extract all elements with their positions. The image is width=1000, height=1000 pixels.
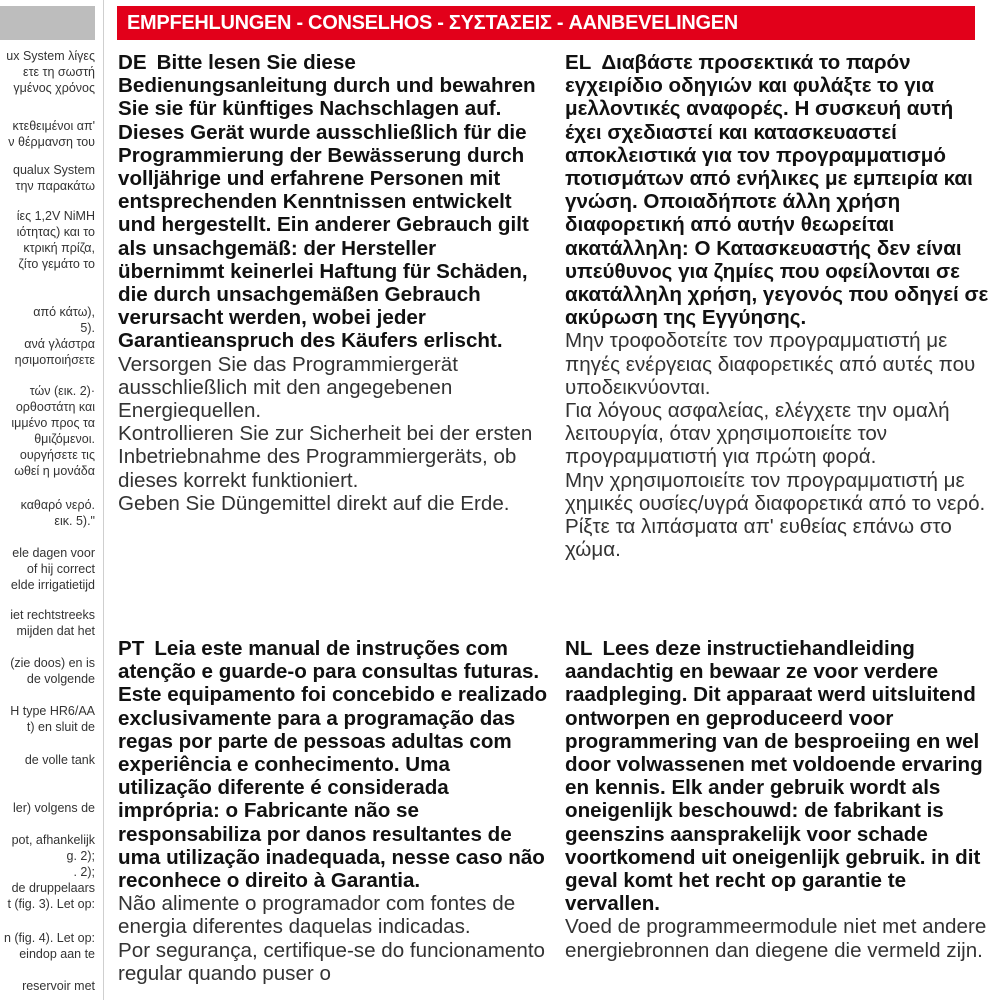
left-text-fragment: ιότητας) και το: [16, 225, 95, 239]
left-text-fragment: κτρική πρίζα,: [23, 241, 95, 255]
left-text-fragment: κτεθειμένοι απ': [12, 119, 95, 133]
section-nl: [565, 637, 995, 962]
left-text-fragment: ux System λίγες: [6, 49, 95, 63]
left-text-fragment: de druppelaars: [11, 881, 95, 895]
left-text-fragment: de volle tank: [24, 753, 95, 767]
left-text-fragment: γμένος χρόνος: [13, 81, 95, 95]
section-nl-paragraph: Voed de programmeermodule niet met andere energiebronnen dan diegene die vermeld zijn.: [565, 915, 987, 962]
left-text-fragment: ιμμένο προς τα: [11, 416, 95, 430]
left-text-fragment: n (fig. 4). Let op:: [3, 931, 95, 945]
section-pt-paragraph: Por segurança, certifique-se do funcionamento regular quando puser o: [118, 938, 545, 985]
left-header-bar: [0, 6, 95, 40]
left-text-fragment: qualux System: [13, 163, 95, 177]
left-text-fragment: iet rechtstreeks: [10, 608, 95, 622]
left-text-fragment: . 2);: [73, 865, 95, 879]
left-text-fragment: pot, afhankelijk: [11, 833, 95, 847]
section-header-bar: [117, 6, 975, 40]
left-text-fragment: θμιζόμενοι.: [34, 432, 95, 446]
section-el-paragraph: Μην χρησιμοποιείτε τον προγραμματιστή με χημικές ουσίες/υγρά διαφορετικά από το νερό.: [565, 468, 986, 515]
left-text-fragment: ορθοστάτη και: [15, 400, 95, 414]
left-text-fragment: t) en sluit de: [26, 720, 95, 734]
left-text-fragment: από κάτω),: [33, 305, 95, 319]
left-text-fragment: ν θέρμανση του: [8, 135, 95, 149]
left-text-fragment: την παρακάτω: [15, 179, 95, 193]
lang-code-pt: PT: [118, 637, 145, 660]
left-text-fragment: elde irrigatietijd: [10, 578, 95, 592]
lang-code-nl: NL: [565, 637, 593, 660]
left-text-fragment: 5).: [80, 321, 95, 335]
section-el-paragraph: Ρίξτε τα λιπάσματα απ' ευθείας επάνω στο χώμα.: [565, 515, 952, 562]
left-text-fragment: ζίτο γεμάτο το: [18, 257, 95, 271]
section-de: [118, 51, 548, 515]
section-el-paragraph: Για λόγους ασφαλείας, ελέγχετε την ομαλή λειτουργία, όταν χρησιμοποιείτε τον προγραμματιστή για πρώτη φορά.: [565, 399, 950, 469]
section-de-bold-text: Bitte lesen Sie diese Bedienungsanleitung durch und bewahren Sie sie für künftiges Nachschlagen auf. Dieses Gerät wurde ausschließlich für die Programmierung der Bewässerung durch volljährige und erfahrene Personen mit entsprechenden Kenntnissen entwickelt und hergestellt. Ein anderer Gebrauch gilt als unsachgemäß: der Hersteller übernimmt keinerlei Haftung für Schäden, die durch unsachgemäßen Gebrauch verursacht werden, wobei jeder Garantieanspruch des Käufers erlischt.: [118, 51, 536, 353]
left-text-fragment: eindop aan te: [19, 947, 95, 961]
section-el: [565, 51, 995, 561]
section-pt: [118, 637, 548, 985]
lang-code-de: DE: [118, 51, 147, 74]
left-text-fragment: ανά γλάστρα: [24, 337, 95, 351]
left-text-fragment: de volgende: [26, 672, 95, 686]
left-text-fragment: ίες 1,2V NiMH: [16, 209, 95, 223]
section-el-paragraph: Μην τροφοδοτείτε τον προγραμματιστή με πηγές ενέργειας διαφορετικές από αυτές που υποδεικνύονται.: [565, 329, 976, 399]
left-text-fragment: (zie doos) en is: [10, 656, 95, 670]
section-header-title: EMPFEHLUNGEN - CONSELHOS - ΣΥΣΤΑΣΕΙΣ - AANBEVELINGEN: [127, 12, 738, 34]
section-pt-paragraph: Não alimente o programador com fontes de energia diferentes daquelas indicadas.: [118, 892, 516, 939]
left-text-fragment: ετε τη σωστή: [23, 65, 95, 79]
section-pt-bold-text: Leia este manual de instruções com atenção e guarde-o para consultas futuras. Este equipamento foi concebido e realizado exclusivamente para a programação das regas por parte de pessoas adultas com experiência e conhecimento. Uma utilização diferente é considerada imprópria: o Fabricante não se responsabiliza por danos resultantes de uma utilização inadequada, nesse caso não reconhece o direito à Garantia.: [118, 637, 548, 893]
left-text-fragment: εικ. 5).": [54, 514, 95, 528]
left-text-fragment: ele dagen voor: [12, 546, 95, 560]
section-nl-bold-text: Lees deze instructiehandleiding aandachtig en bewaar ze voor verdere raadpleging. Dit apparaat werd uitsluitend ontworpen en geproduceerd voor programmering van de besproeiing en wel door volwassenen met voldoende ervaring en kennis. Elk ander gebruik wordt als oneigenlijk beschouwd: de fabrikant is geenszins aansprakelijk voor schade voortkomend uit oneigenlijk gebruik. in dit geval komt het recht op garantie te vervallen.: [565, 637, 983, 916]
section-de-paragraph: Versorgen Sie das Programmiergerät ausschließlich mit den angegebenen Energiequellen.: [118, 352, 458, 423]
left-text-fragment: H type HR6/AA: [10, 704, 95, 718]
lang-code-el: EL: [565, 51, 592, 74]
left-text-fragment: ουργήσετε τις: [19, 448, 95, 462]
left-text-fragment: mijden dat het: [16, 624, 95, 638]
left-page-strip: [0, 0, 104, 1000]
left-text-fragment: g. 2);: [66, 849, 95, 863]
section-el-bold-text: Διαβάστε προσεκτικά το παρόν εγχειρίδιο οδηγιών και φυλάξτε το για μελλοντικές αναφορές. Η συσκευή αυτή έχει σχεδιαστεί και κατασκευαστεί αποκλειστικά για τον προγραμματισμό ποτισμάτων από ενήλικες με εμπειρία και γνώση. Οποιαδήποτε άλλη χρήση διαφορετική από αυτήν θεωρείται ακατάλληλη: Ο Κατασκευαστής δεν είναι υπεύθυνος για ζημίες που οφείλονται σε ακατάλληλη χρήση, γεγονός που οδηγεί σε ακύρωση της Εγγύησης.: [565, 51, 989, 330]
section-de-paragraph: Kontrollieren Sie zur Sicherheit bei der ersten Inbetriebnahme des Programmiergeräts, ob dieses korrekt funktioniert.: [118, 422, 533, 492]
left-text-fragment: ler) volgens de: [13, 801, 95, 815]
left-text-fragment: ησιμοποιήσετε: [14, 353, 95, 367]
section-de-paragraph: Geben Sie Düngemittel direkt auf die Erde.: [118, 491, 510, 515]
left-text-fragment: καθαρό νερό.: [20, 498, 95, 512]
left-text-fragment: t (fig. 3). Let op:: [7, 897, 95, 911]
left-text-fragment: reservoir met: [22, 979, 95, 993]
left-text-fragment: τών (εικ. 2)·: [29, 384, 95, 398]
left-text-fragment: of hij correct: [26, 562, 95, 576]
left-text-fragment: ωθεί η μονάδα: [14, 464, 95, 478]
